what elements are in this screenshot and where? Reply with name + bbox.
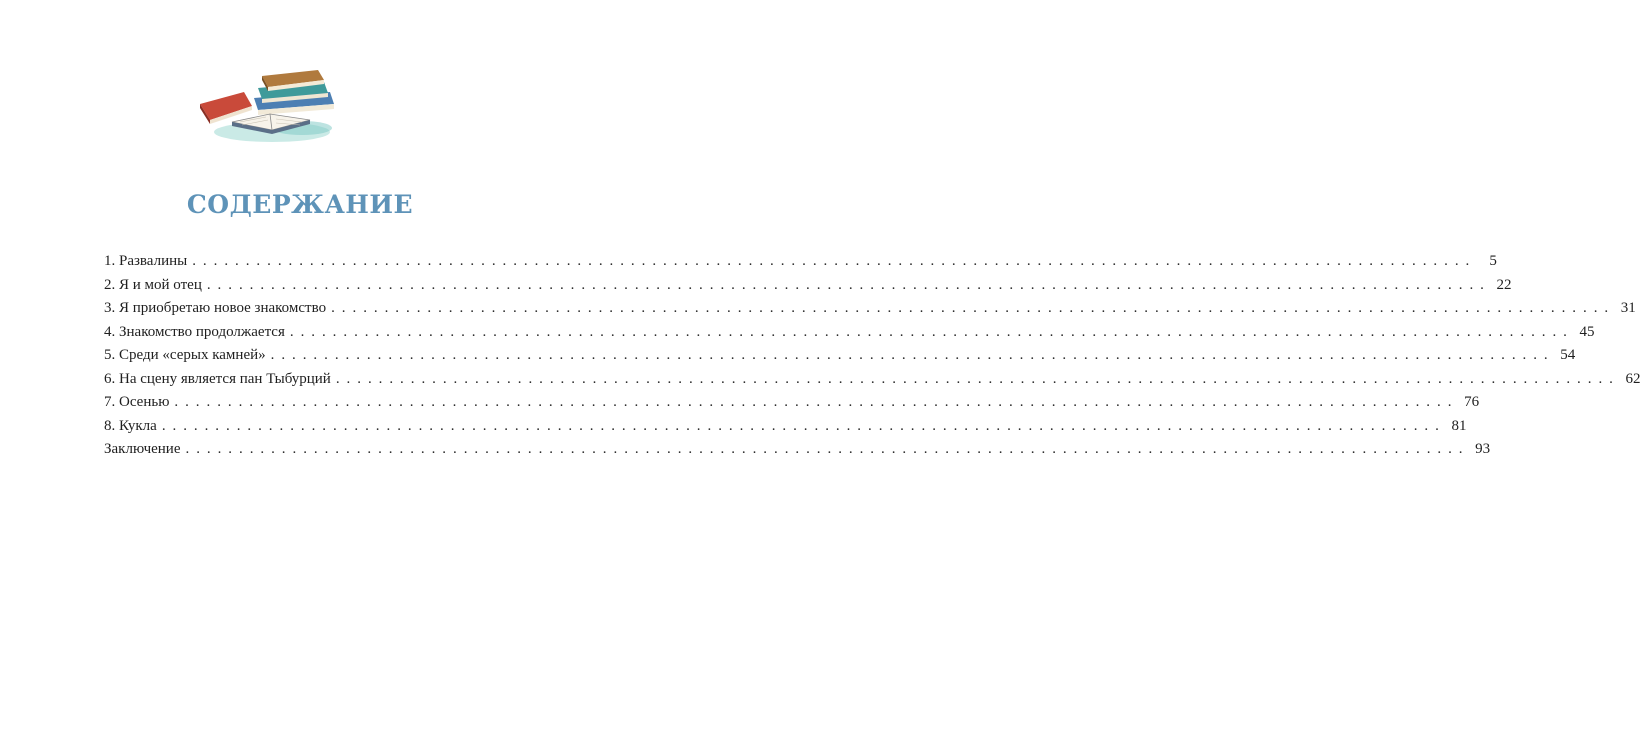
toc-entry-title: 7. Осенью (104, 394, 170, 410)
toc-entry-page-number: 93 (1475, 441, 1491, 457)
toc-entry-page-number: 31 (1620, 300, 1636, 316)
toc-leader-dots: . . . . . . . . . . . . . . . . . . . . . . . . . . . . . . . . . . . . . . . . . . . . . . . . . . . . . . . . . . . . . . . . . . . . . . . . . . . . . . . . . . . . . . . . . . . . . . . . . . . . . . . . . . . . . . . . . . . . . . . . (192, 253, 1471, 269)
toc-leader-dots: . . . . . . . . . . . . . . . . . . . . . . . . . . . . . . . . . . . . . . . . . . . . . . . . . . . . . . . . . . . . . . . . . . . . . . . . . . . . . . . . . . . . . . . . . . . . . . . . . . . . . . . . . . . . . . . . . . . . . . . . (289, 323, 1569, 340)
toc-leader-dots: . . . . . . . . . . . . . . . . . . . . . . . . . . . . . . . . . . . . . . . . . . . . . . . . . . . . . . . . . . . . . . . . . . . . . . . . . . . . . . . . . . . . . . . . . . . . . . . . . . . . . . . . . . . . . . . . . . . . . . . . (206, 276, 1486, 293)
stack-of-books-icon (192, 62, 342, 152)
toc-entry-title: Заключение (104, 441, 181, 457)
toc-leader-dots: . . . . . . . . . . . . . . . . . . . . . . . . . . . . . . . . . . . . . . . . . . . . . . . . . . . . . . . . . . . . . . . . . . . . . . . . . . . . . . . . . . . . . . . . . . . . . . . . . . . . . . . . . . . . . . . . . . . . . . . . (185, 441, 1465, 457)
toc-entry-title: 8. Кукла (104, 417, 157, 434)
toc-entry-page-number: 76 (1464, 394, 1480, 410)
toc-leader-dots: . . . . . . . . . . . . . . . . . . . . . . . . . . . . . . . . . . . . . . . . . . . . . . . . . . . . . . . . . . . . . . . . . . . . . . . . . . . . . . . . . . . . . . . . . . . . . . . . . . . . . . . . . . . . . . . . . . . . . . . . (161, 417, 1441, 434)
toc-entry-title: 5. Среди «серых камней» (104, 347, 266, 363)
toc-entry (104, 438, 1491, 462)
toc-entry-page-number: 81 (1451, 417, 1467, 434)
toc-leader-dots: . . . . . . . . . . . . . . . . . . . . . . . . . . . . . . . . . . . . . . . . . . . . . . . . . . . . . . . . . . . . . . . . . . . . . . . . . . . . . . . . . . . . . . . . . . . . . . . . . . . . . . . . . . . . . . . . . . . . . . . . (270, 347, 1550, 363)
toc-entry-page-number: 54 (1560, 347, 1576, 363)
toc-entry (104, 391, 1480, 415)
toc-entry (104, 415, 1467, 439)
toc-leader-dots: . . . . . . . . . . . . . . . . . . . . . . . . . . . . . . . . . . . . . . . . . . . . . . . . . . . . . . . . . . . . . . . . . . . . . . . . . . . . . . . . . . . . . . . . . . . . . . . . . . . . . . . . . . . . . . . . . . . . . . . . (335, 370, 1615, 387)
toc-entry (104, 274, 1512, 298)
toc-entry-title: 3. Я приобретаю новое знакомство (104, 300, 327, 316)
toc-entry-title: 1. Развалины (104, 253, 188, 269)
toc-entry (104, 368, 1641, 392)
toc-leader-dots: . . . . . . . . . . . . . . . . . . . . . . . . . . . . . . . . . . . . . . . . . . . . . . . . . . . . . . . . . . . . . . . . . . . . . . . . . . . . . . . . . . . . . . . . . . . . . . . . . . . . . . . . . . . . . . . . . . . . . . . . (174, 394, 1454, 410)
toc-entry (104, 344, 1576, 368)
toc-entry (104, 297, 1636, 321)
toc-entry-page-number: 62 (1625, 370, 1641, 387)
toc-entry-title: 4. Знакомство продолжается (104, 323, 285, 340)
toc-entry (104, 321, 1595, 345)
toc-entry-page-number: 5 (1489, 253, 1497, 269)
toc-entry-title: 2. Я и мой отец (104, 276, 202, 293)
table-of-contents (104, 250, 1641, 462)
toc-entry-page-number: 45 (1579, 323, 1595, 340)
toc-entry-page-number: 22 (1496, 276, 1512, 293)
toc-entry (104, 250, 1497, 274)
toc-leader-dots: . . . . . . . . . . . . . . . . . . . . . . . . . . . . . . . . . . . . . . . . . . . . . . . . . . . . . . . . . . . . . . . . . . . . . . . . . . . . . . . . . . . . . . . . . . . . . . . . . . . . . . . . . . . . . . . . . . . . . . . . (331, 300, 1610, 316)
toc-entry-title: 6. На сцену является пан Тыбурций (104, 370, 331, 387)
page-title: СОДЕРЖАНИЕ (186, 190, 414, 219)
